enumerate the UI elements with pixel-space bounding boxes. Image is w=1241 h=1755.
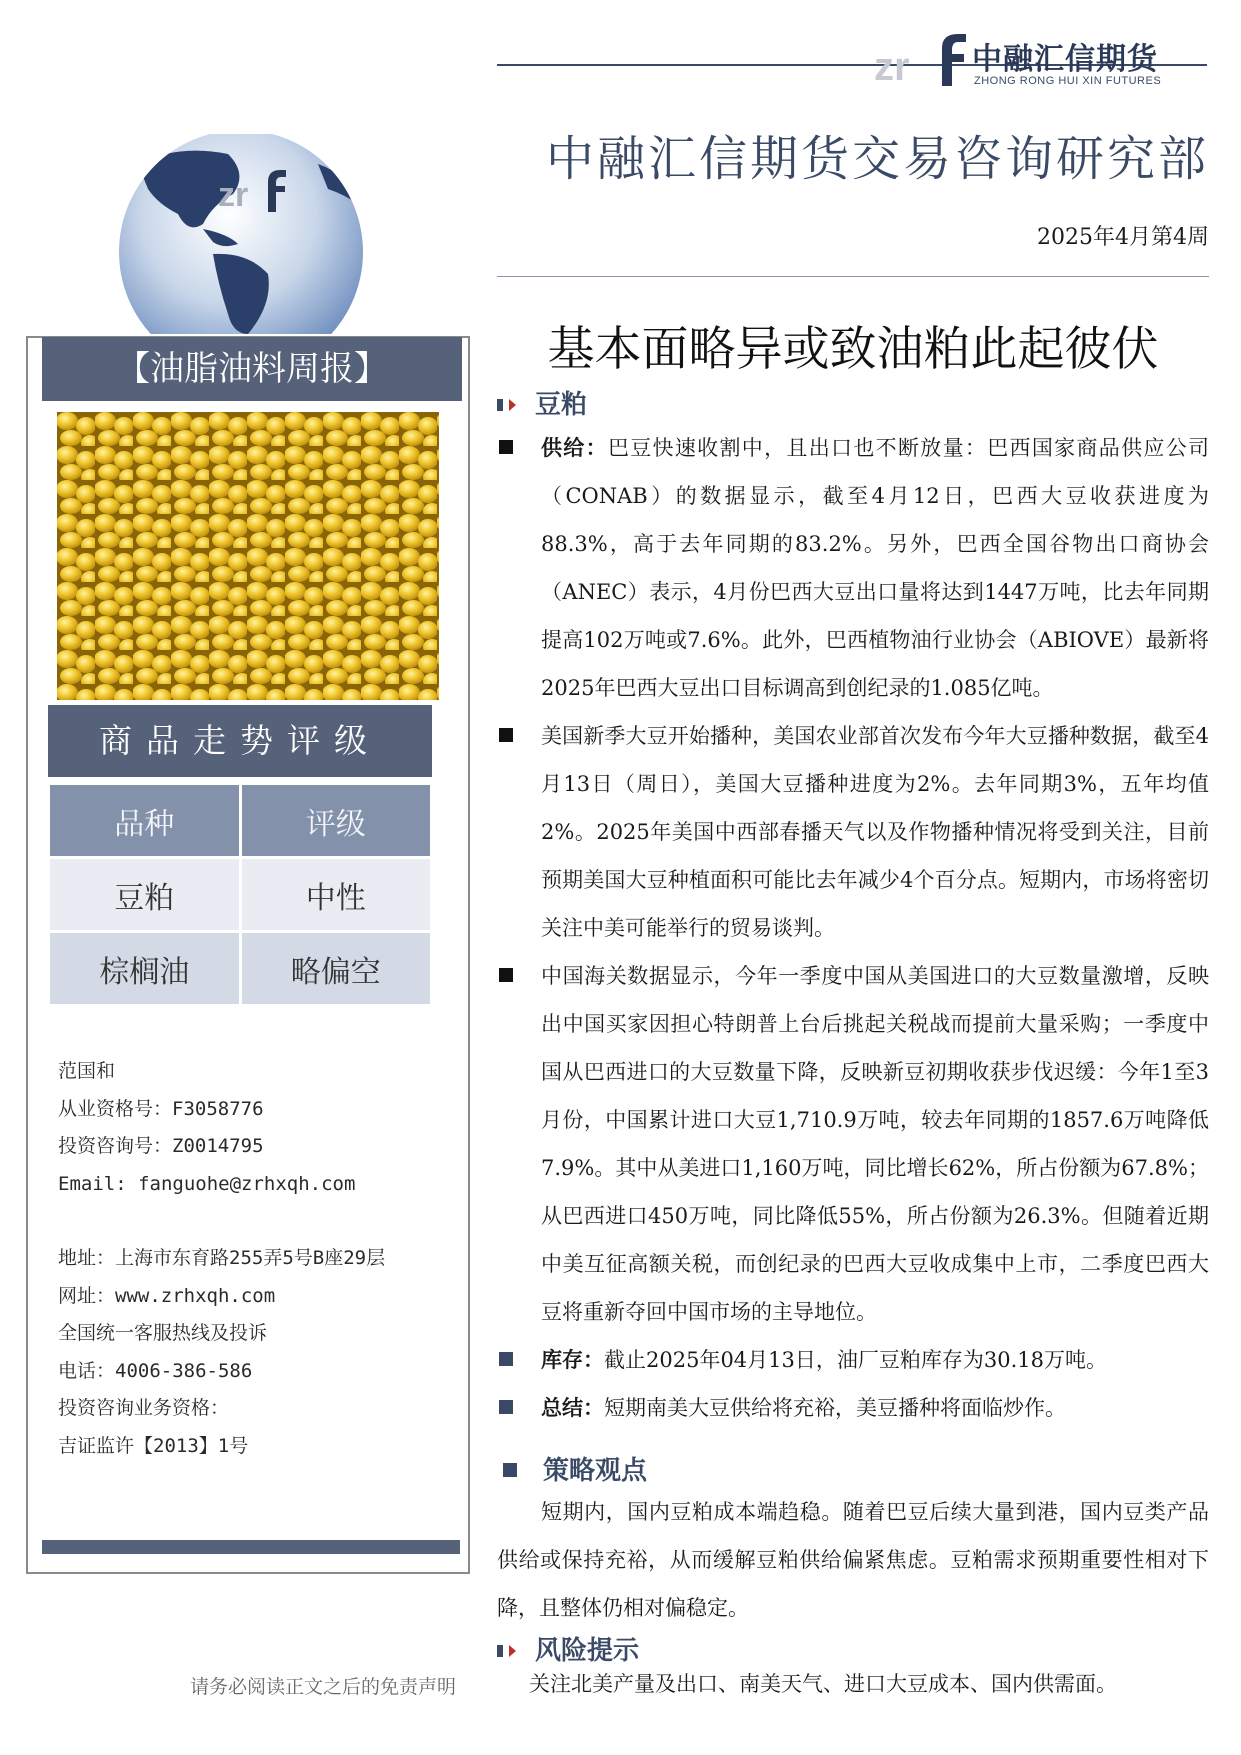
table-row — [50, 933, 430, 1004]
report-headline: 基本面略异或致油粕此起彼伏 — [547, 322, 1159, 377]
consulting-number: 投资咨询号：Z0014795 — [58, 1135, 264, 1157]
rating-product: 豆粕 — [50, 859, 239, 930]
license-number: 吉证监许【2013】1号 — [58, 1434, 249, 1457]
license-label: 投资咨询业务资格： — [58, 1397, 230, 1419]
section-arrow-icon — [497, 1641, 517, 1661]
globe-logo-icon — [118, 134, 364, 334]
hotline-label: 全国统一客服热线及投诉 — [58, 1322, 268, 1344]
bullet-square-icon — [499, 968, 513, 982]
bullet-keyword: 库存： — [541, 1347, 604, 1372]
bullet-text: 中国海关数据显示，今年一季度中国从美国进口的大豆数量激增，反映出中国买家因担心特朗普上台后挑起关税战而提前大量采购；一季度中国从巴西进口的大豆数量下降，反映新豆初期收获步伐迟缓：今年1至3月份，中国累计进口大豆1,710.9万吨，较去年同期的1857.6万吨降低7.9%。其中从美进口1,160万吨，同比增长62%，所占份额为67.8%；从巴西进口450万吨，同比降低55%，所占份额为26.3%。但随着近期中美互征高额关税，而创纪录的巴西大豆收成集中上市，二季度巴西大豆将重新夺回中国市场的主导地位。 — [541, 964, 1209, 1324]
section-square-icon — [503, 1463, 517, 1477]
bullet-square-icon — [499, 728, 513, 742]
bullet-keyword: 总结： — [541, 1395, 604, 1420]
company-logo — [872, 28, 1212, 90]
bullet-square-icon — [499, 1400, 513, 1414]
footer-disclaimer: 请务必阅读正文之后的免责声明 — [190, 1676, 457, 1698]
bullet-text: 美国新季大豆开始播种，美国农业部首次发布今年大豆播种数据，截至4月13日（周日），美国大豆播种进度为2%。去年同期3%，五年均值2%。2025年美国中西部春播天气以及作物播种情况将受到关注，目前预期美国大豆种植面积可能比去年减少4个百分点。短期内，市场将密切关注中美可能举行的贸易谈判。 — [541, 724, 1209, 940]
company-website: 网址：www.zrhxqh.com — [58, 1284, 276, 1307]
list-item — [497, 712, 1209, 952]
analyst-contact — [58, 1053, 458, 1465]
section-soymeal — [497, 384, 587, 421]
list-item — [497, 1336, 1209, 1384]
sidebar-footer-bar — [42, 1540, 460, 1554]
table-row — [50, 859, 430, 930]
section-strategy — [497, 1450, 647, 1487]
bullet-keyword: 供给： — [541, 435, 608, 460]
logo-english-name: ZHONG RONG HUI XIN FUTURES — [974, 75, 1162, 87]
bullet-text: 巴豆快速收割中，且出口也不断放量：巴西国家商品供应公司（CONAB）的数据显示，截至4月12日，巴西大豆收获进度为88.3%，高于去年同期的83.2%。另外，巴西全国谷物出口商协会（ANEC）表示，4月份巴西大豆出口量将达到1447万吨，比去年同期提高102万吨或7.6%。此外，巴西植物油行业协会（ABIOVE）最新将2025年巴西大豆出口目标调高到创纪录的1.085亿吨。 — [541, 436, 1210, 700]
rating-header-row — [50, 785, 430, 856]
company-address: 地址：上海市东育路255弄5号B座29层 — [58, 1247, 386, 1269]
analyst-name: 范国和 — [58, 1060, 116, 1082]
qualification-number: 从业资格号：F3058776 — [58, 1097, 264, 1120]
list-item — [497, 1384, 1209, 1432]
report-type-banner: 【油脂油料周报】 — [42, 337, 462, 401]
section-risk — [497, 1630, 639, 1667]
rating-table — [47, 782, 433, 1007]
rating-header-rating: 评级 — [242, 785, 431, 856]
risk-text: 关注北美产量及出口、南美天气、进口大豆成本、国内供需面。 — [529, 1672, 1117, 1696]
section-arrow-icon — [497, 395, 517, 415]
spacer — [58, 1203, 458, 1240]
soybean-image — [57, 412, 439, 700]
report-date: 2025年4月第4周 — [1037, 225, 1209, 250]
rating-title: 商品走势评级 — [48, 705, 432, 777]
strategy-text: 短期内，国内豆粕成本端趋稳。随着巴豆后续大量到港，国内豆类产品供给或保持充裕，从而缓解豆粕供给偏紧焦虑。豆粕需求预期重要性相对下降，且整体仍相对偏稳定。 — [497, 1500, 1209, 1620]
analyst-email: Email: fanguohe@zrhxqh.com — [58, 1172, 356, 1195]
hotline-phone: 电话：4006-386-586 — [58, 1359, 253, 1382]
rating-value: 中性 — [242, 859, 431, 930]
rating-value: 略偏空 — [242, 933, 431, 1004]
header-divider — [497, 276, 1209, 277]
list-item — [497, 424, 1209, 712]
rating-product: 棕榈油 — [50, 933, 239, 1004]
bullet-text: 短期南美大豆供给将充裕，美豆播种将面临炒作。 — [604, 1396, 1066, 1420]
zrf-logo-icon — [872, 28, 972, 90]
logo-chinese-name: 中融汇信期货 — [972, 42, 1158, 77]
bullet-text: 截止2025年04月13日，油厂豆粕库存为30.18万吨。 — [604, 1348, 1108, 1372]
section-title: 风险提示 — [535, 1636, 640, 1666]
bullet-square-icon — [499, 1352, 513, 1366]
section-title: 豆粕 — [535, 390, 588, 420]
svg-text:zr: zr — [218, 176, 249, 214]
bullet-square-icon — [499, 440, 513, 454]
list-item — [497, 952, 1209, 1336]
svg-text:zr: zr — [874, 45, 910, 89]
department-title: 中融汇信期货交易咨询研究部 — [545, 131, 1209, 187]
supply-bullets — [497, 424, 1209, 1432]
section-title: 策略观点 — [543, 1456, 648, 1486]
rating-header-product: 品种 — [50, 785, 239, 856]
